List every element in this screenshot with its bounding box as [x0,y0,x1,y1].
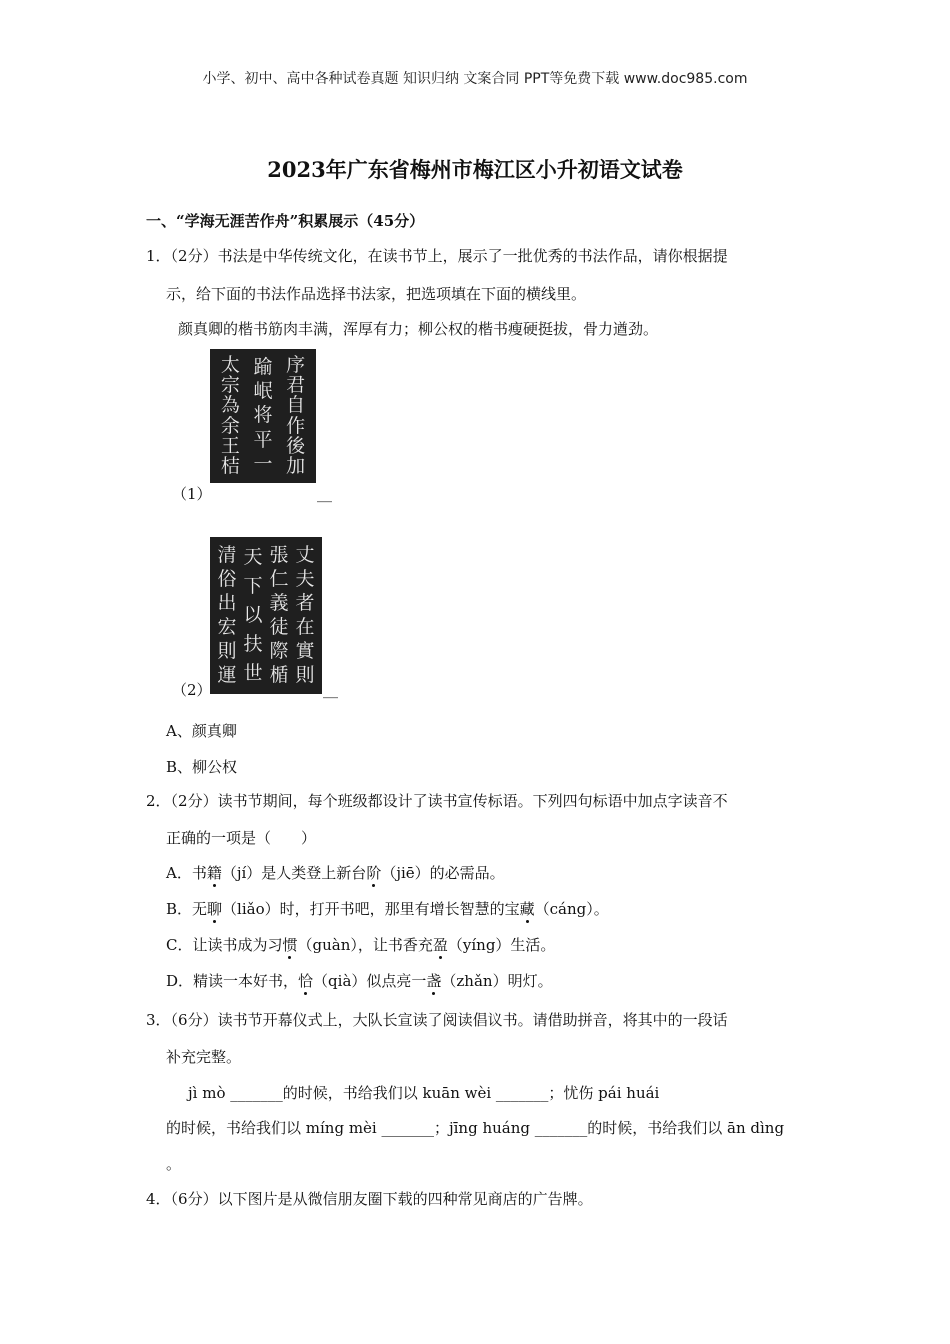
calligraphy-column [286,355,305,477]
q1-option-a: A、颜真卿 [166,722,237,740]
calligraphy-character: 加 [286,455,306,478]
q2-option-d [166,970,553,991]
q2-b-pre: B．无 [166,900,208,918]
calligraphy-character: 作 [286,414,306,437]
calligraphy-column [243,543,262,688]
calligraphy-character: 出 [217,591,237,614]
header-banner: 小学、初中、高中各种试卷真题 知识归纳 文案合同 PPT等免费下载 www.doc985.com [202,71,748,87]
q2-d-dotted-1: 恰 [298,972,314,990]
calligraphy-character: 後 [286,434,306,457]
calligraphy-column [217,543,236,688]
calligraphy-column [295,543,314,688]
q2-c-mid: （guàn），让书香充 [297,936,433,954]
q2-b-post: （cáng）。 [534,900,609,918]
calligraphy-column [253,355,272,477]
q1-option-b: B、柳公权 [166,758,238,776]
q2-line2: 正确的一项是（ ） [166,829,317,847]
calligraphy-character: 則 [217,640,237,663]
calligraphy-character: 義 [269,591,289,614]
q2-option-c [166,934,555,955]
page-title: 2023年广东省梅州市梅江区小升初语文试卷 [267,157,683,182]
calligraphy-character: 天 [243,546,263,568]
calligraphy-character: 踰 [253,355,273,378]
q2-b-mid: （liǎo）时，打开书吧，那里有增长智慧的宝 [222,900,520,918]
calligraphy-character: 為 [220,394,240,417]
q2-a-dotted-2: 阶 [366,864,382,882]
q2-d-post: （zhǎn）明灯。 [441,972,553,990]
calligraphy-character: 君 [286,373,306,396]
calligraphy-character: 将 [253,404,273,427]
calligraphy-character: 丈 [295,543,315,566]
calligraphy-character: 際 [269,640,289,663]
q2-option-b [166,898,609,919]
calligraphy-character: 運 [217,664,237,687]
calligraphy-character: 序 [286,353,306,376]
q3-line5: 。 [166,1155,182,1173]
q2-c-post: （yíng）生活。 [447,936,556,954]
q2-c-pre: C．让读书成为习 [166,936,283,954]
calligraphy-character: 實 [295,640,315,663]
q1-item1-label: （1） [172,485,212,503]
calligraphy-character: 仁 [269,567,289,590]
calligraphy-character: 世 [243,662,263,684]
calligraphy-character: 楯 [269,664,289,687]
q3-line2: 补充完整。 [166,1048,242,1066]
calligraphy-character: 太 [220,353,240,376]
q2-b-dotted-2: 藏 [519,900,535,918]
q1-line2: 示，给下面的书法作品选择书法家，把选项填在下面的横线里。 [166,285,587,303]
q2-c-dotted-1: 惯 [282,936,298,954]
calligraphy-character: 扶 [243,633,263,655]
q1-line1: 1．（2分）书法是中华传统文化，在读书节上，展示了一批优秀的书法作品，请你根据提 [146,247,728,265]
calligraphy-character: 宏 [217,616,237,639]
q2-d-pre: D．精读一本好书， [166,972,299,990]
q2-a-pre: A．书 [166,864,207,882]
calligraphy-column [269,543,288,688]
calligraphy-character: 則 [295,664,315,687]
q1-hint: 颜真卿的楷书筋肉丰满，浑厚有力；柳公权的楷书瘦硬挺拔，骨力遒劲。 [178,320,659,338]
q4-line1: 4．（6分）以下图片是从微信朋友圈下载的四种常见商店的广告牌。 [146,1190,593,1208]
q2-b-dotted-1: 聊 [207,900,223,918]
q2-c-dotted-2: 盈 [432,936,448,954]
calligraphy-character: 平 [253,428,273,451]
q1-item2-label: （2） [172,681,212,699]
calligraphy-character: 一 [253,453,273,476]
calligraphy-character: 者 [295,591,315,614]
section-heading: 一、“学海无涯苦作舟”积累展示（45分） [146,212,425,230]
calligraphy-column [221,355,240,477]
calligraphy-image-2 [210,537,322,694]
calligraphy-character: 宗 [220,373,240,396]
q1-item1-blank: ＿ [317,486,333,504]
calligraphy-character: 王 [220,434,240,457]
calligraphy-character: 清 [217,543,237,566]
q2-a-mid: （jí）是人类登上新台 [221,864,367,882]
q2-a-post: （jiē）的必需品。 [381,864,505,882]
q2-d-dotted-2: 盏 [426,972,442,990]
q1-item2-blank: ＿ [323,682,339,700]
calligraphy-character: 余 [220,414,240,437]
q3-line3: jì mò _______的时候，书给我们以 kuān wèi _______；忧伤 pái huái [188,1084,660,1102]
q2-option-a [166,862,505,883]
calligraphy-character: 俗 [217,567,237,590]
q2-line1: 2．（2分）读书节期间，每个班级都设计了读书宣传标语。下列四句标语中加点字读音不 [146,792,728,810]
q2-d-mid: （qià）似点亮一 [313,972,427,990]
calligraphy-image-1 [210,349,316,483]
calligraphy-character: 桔 [220,455,240,478]
q2-a-dotted-1: 籍 [206,864,222,882]
calligraphy-character: 下 [243,575,263,597]
calligraphy-character: 張 [269,543,289,566]
calligraphy-character: 徒 [269,616,289,639]
calligraphy-character: 自 [286,394,306,417]
calligraphy-character: 以 [243,604,263,626]
calligraphy-character: 夫 [295,567,315,590]
q3-line1: 3．（6分）读书节开幕仪式上，大队长宣读了阅读倡议书。请借助拼音，将其中的一段话 [146,1011,728,1029]
calligraphy-character: 岷 [253,380,273,403]
calligraphy-character: 在 [295,616,315,639]
q3-line4: 的时候，书给我们以 míng mèi _______；jīng huáng _______的时候，书给我们以 ān dìng [166,1119,785,1137]
